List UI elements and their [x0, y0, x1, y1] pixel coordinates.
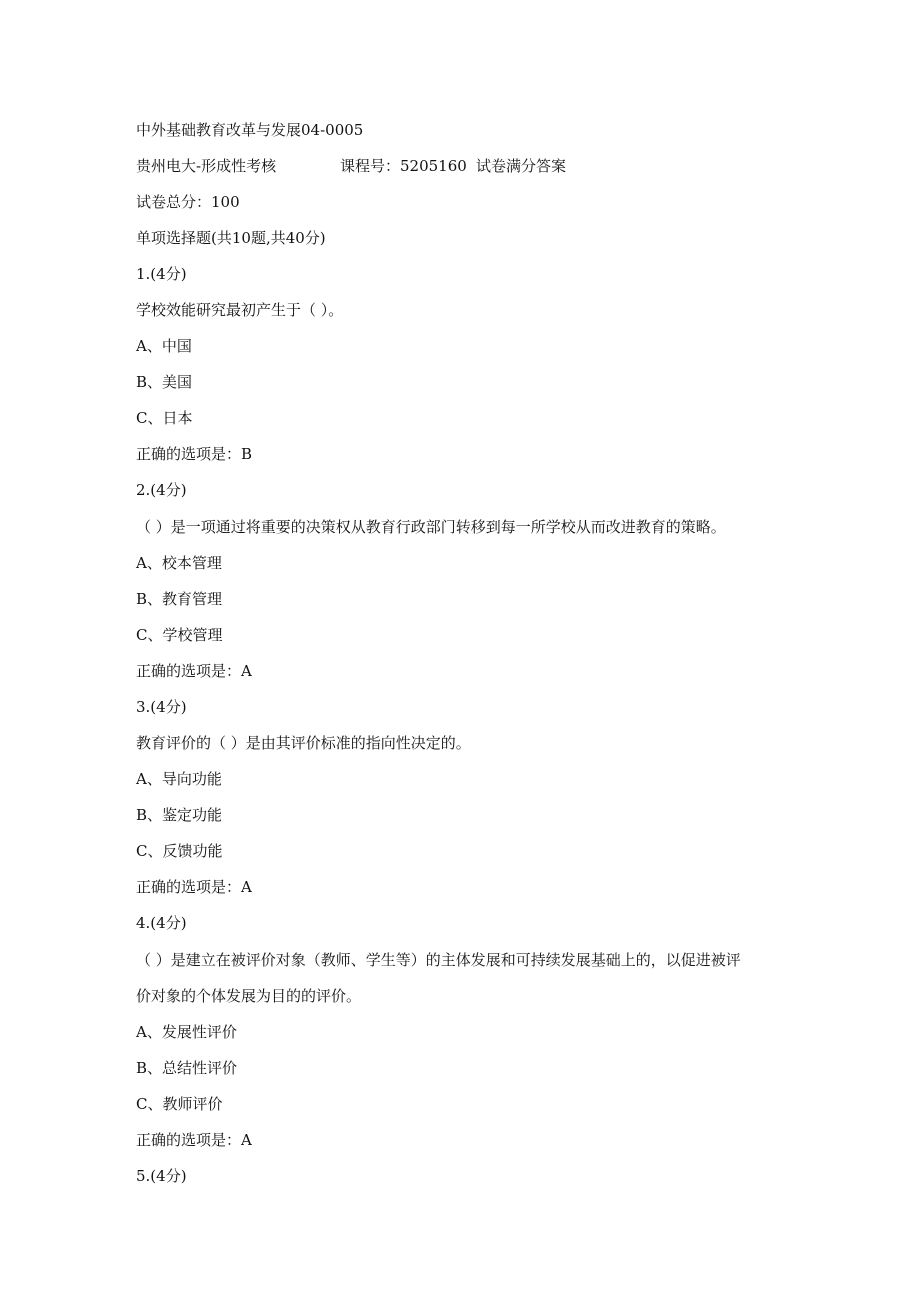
question-2-stem: （ ）是一项通过将重要的决策权从教育行政部门转移到每一所学校从而改进教育的策略。 [136, 518, 726, 536]
question-4-stem-line-1: （ ）是建立在被评价对象（教师、学生等）的主体发展和可持续发展基础上的，以促进被评 [136, 951, 741, 969]
question-4-option-a: A、发展性评价 [136, 1023, 237, 1041]
exam-title: 中外基础教育改革与发展04-0005 [136, 121, 364, 139]
question-4-option-c: C、教师评价 [136, 1095, 223, 1113]
question-1-option-b: B、美国 [136, 373, 193, 391]
question-2-option-b: B、教育管理 [136, 590, 223, 608]
question-1-answer: 正确的选项是：B [136, 445, 253, 463]
question-1-stem: 学校效能研究最初产生于（ ）。 [136, 301, 344, 319]
question-5-number: 5.(4分) [136, 1167, 187, 1185]
question-4-option-b: B、总结性评价 [136, 1059, 238, 1077]
question-3-option-c: C、反馈功能 [136, 842, 223, 860]
question-4-answer: 正确的选项是：A [136, 1131, 252, 1149]
answer-tag: 试卷满分答案 [476, 157, 567, 175]
exam-source: 贵州电大-形成性考核 [136, 157, 277, 175]
question-3-number: 3.(4分) [136, 698, 187, 716]
question-3-stem: 教育评价的（ ）是由其评价标准的指向性决定的。 [136, 734, 471, 752]
question-3-answer: 正确的选项是：A [136, 878, 252, 896]
question-4-number: 4.(4分) [136, 914, 187, 932]
question-1-option-a: A、中国 [136, 337, 192, 355]
question-3-option-b: B、鉴定功能 [136, 806, 223, 824]
total-score: 试卷总分：100 [136, 193, 240, 211]
course-number: 课程号：5205160 [340, 157, 467, 175]
section-title: 单项选择题(共10题,共40分) [136, 229, 326, 247]
question-4-stem-line-2: 价对象的个体发展为目的的评价。 [136, 987, 362, 1005]
question-2-option-a: A、校本管理 [136, 554, 222, 572]
question-2-number: 2.(4分) [136, 481, 187, 499]
question-2-answer: 正确的选项是：A [136, 662, 252, 680]
question-1-number: 1.(4分) [136, 265, 187, 283]
question-3-option-a: A、导向功能 [136, 770, 222, 788]
question-2-option-c: C、学校管理 [136, 626, 223, 644]
question-1-option-c: C、日本 [136, 409, 193, 427]
